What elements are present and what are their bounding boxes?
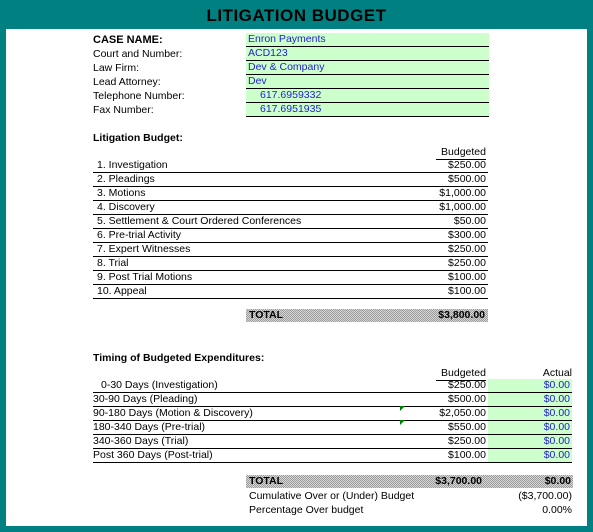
spreadsheet-area — [6, 29, 587, 526]
budget-item-label: 9. Post Trial Motions — [97, 271, 193, 283]
budget-item-label: 5. Settlement & Court Ordered Conferences — [97, 215, 302, 227]
budget-item-label: 10. Appeal — [97, 285, 147, 297]
budget-row — [93, 173, 488, 187]
timing-item-budgeted: $250.00 — [448, 379, 486, 391]
timing-item-actual-input[interactable]: $0.00 — [488, 421, 572, 435]
budget-item-amount[interactable]: $500.00 — [448, 173, 486, 185]
cumulative-label: Cumulative Over or (Under) Budget — [249, 490, 415, 502]
budget-total-label: TOTAL — [249, 309, 284, 321]
timing-row — [93, 435, 488, 449]
timing-row — [93, 421, 488, 435]
law-firm-label: Law Firm: — [93, 62, 140, 74]
timing-item-label: Post 360 Days (Post-trial) — [93, 449, 213, 461]
case-name-field[interactable]: Enron Payments — [246, 33, 489, 47]
budget-item-amount[interactable]: $300.00 — [448, 229, 486, 241]
budget-item-amount[interactable]: $50.00 — [453, 215, 486, 227]
cell-note-indicator — [400, 420, 405, 425]
timing-total-budgeted: $3,700.00 — [435, 475, 482, 487]
budget-row — [93, 285, 488, 299]
timing-total-actual: $0.00 — [544, 475, 571, 487]
timing-row — [93, 407, 488, 421]
budget-row — [93, 215, 488, 229]
budget-row — [93, 187, 488, 201]
budget-item-label: 8. Trial — [97, 257, 129, 269]
timing-row — [93, 449, 488, 463]
percentage-label: Percentage Over budget — [249, 504, 364, 516]
timing-item-budgeted: $2,050.00 — [439, 407, 486, 419]
budget-item-label: 1. Investigation — [97, 159, 168, 171]
timing-item-label: 90-180 Days (Motion & Discovery) — [93, 407, 253, 419]
budget-total-value: $3,800.00 — [438, 309, 485, 321]
budget-item-amount[interactable]: $250.00 — [448, 257, 486, 269]
timing-item-actual-input[interactable]: $0.00 — [488, 435, 572, 449]
budget-row — [93, 271, 488, 285]
budget-row — [93, 243, 488, 257]
timing-item-label: 180-340 Days (Pre-trial) — [93, 421, 206, 433]
telephone-field[interactable]: 617.6959332 — [246, 89, 489, 103]
case-name-label: CASE NAME: — [93, 34, 163, 46]
lead-attorney-field[interactable]: Dev — [246, 75, 489, 89]
budget-item-label: 7. Expert Witnesses — [97, 243, 191, 255]
timing-item-budgeted: $550.00 — [448, 421, 486, 433]
court-number-label: Court and Number: — [93, 48, 183, 60]
timing-total-row — [246, 475, 573, 488]
timing-item-budgeted: $250.00 — [448, 435, 486, 447]
timing-item-actual-input[interactable]: $0.00 — [488, 407, 572, 421]
fax-label: Fax Number: — [93, 104, 154, 116]
cumulative-value: ($3,700.00) — [518, 490, 572, 502]
timing-row — [93, 379, 488, 393]
telephone-label: Telephone Number: — [93, 90, 185, 102]
budget-item-label: 4. Discovery — [97, 201, 155, 213]
page-title: LITIGATION BUDGET — [206, 6, 387, 25]
timing-item-budgeted: $100.00 — [448, 449, 486, 461]
timing-heading: Timing of Budgeted Expenditures: — [93, 352, 265, 364]
budget-row — [93, 159, 488, 173]
percentage-value: 0.00% — [542, 504, 572, 516]
timing-actual-header: Actual — [527, 367, 572, 381]
budget-item-amount[interactable]: $100.00 — [448, 271, 486, 283]
law-firm-field[interactable]: Dev & Company — [246, 61, 489, 75]
timing-item-actual-input[interactable]: $0.00 — [488, 379, 572, 393]
budget-item-label: 6. Pre-trial Activity — [97, 229, 182, 241]
budget-item-amount[interactable]: $250.00 — [448, 159, 486, 171]
budget-item-amount[interactable]: $1,000.00 — [439, 187, 486, 199]
budgeted-column-header: Budgeted — [436, 146, 486, 160]
fax-field[interactable]: 617.6951935 — [246, 103, 489, 117]
budget-item-amount[interactable]: $100.00 — [448, 285, 486, 297]
timing-total-label: TOTAL — [249, 475, 284, 487]
timing-budgeted-header: Budgeted — [436, 367, 486, 381]
budget-item-amount[interactable]: $250.00 — [448, 243, 486, 255]
timing-row — [93, 393, 488, 407]
timing-item-label: 30-90 Days (Pleading) — [93, 393, 198, 405]
timing-item-budgeted: $500.00 — [448, 393, 486, 405]
timing-item-actual-input[interactable]: $0.00 — [488, 449, 572, 463]
budget-heading: Litigation Budget: — [93, 132, 183, 144]
timing-item-label: 0-30 Days (Investigation) — [101, 379, 218, 391]
budget-item-label: 2. Pleadings — [97, 173, 155, 185]
budget-item-amount[interactable]: $1,000.00 — [439, 201, 486, 213]
lead-attorney-label: Lead Attorney: — [93, 76, 161, 88]
cell-note-indicator — [400, 406, 405, 411]
budget-row — [93, 201, 488, 215]
budget-row — [93, 257, 488, 271]
timing-item-label: 340-360 Days (Trial) — [93, 435, 189, 447]
court-number-field[interactable]: ACD123 — [246, 47, 489, 61]
budget-total-row — [246, 309, 488, 322]
timing-item-actual-input[interactable]: $0.00 — [488, 393, 572, 407]
budget-row — [93, 229, 488, 243]
budget-item-label: 3. Motions — [97, 187, 146, 199]
